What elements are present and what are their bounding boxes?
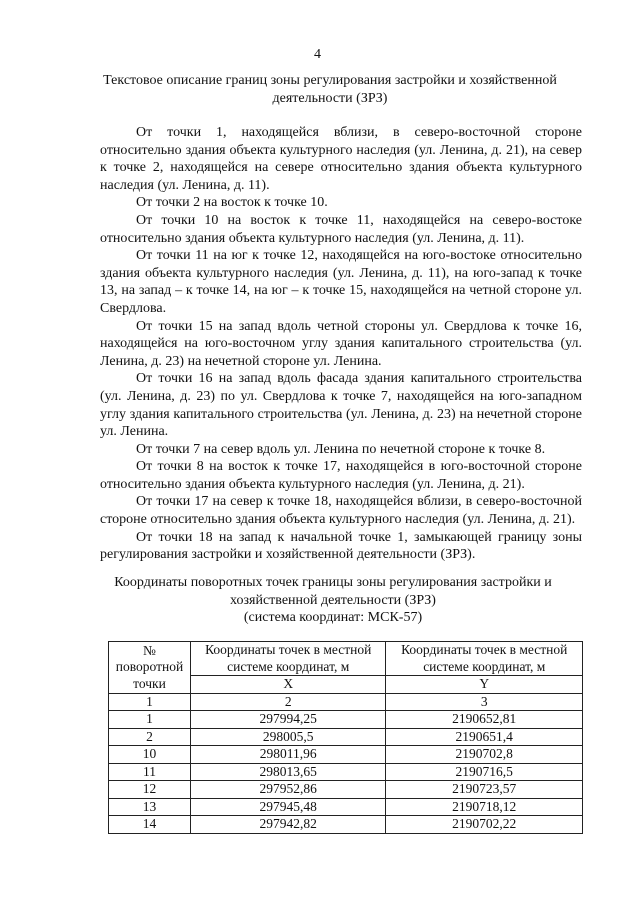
- point-number: 2: [109, 728, 191, 746]
- header-x-axis: X: [190, 676, 386, 694]
- point-x: 297952,86: [190, 781, 386, 799]
- point-number: 12: [109, 781, 191, 799]
- point-y: 2190716,5: [386, 763, 583, 781]
- page-title: Текстовое описание границ зоны регулирования застройки и хозяйственной деятельности (ЗРЗ): [103, 73, 557, 106]
- header-y-axis: Y: [386, 676, 583, 694]
- table-row: [109, 711, 583, 729]
- table-row: [109, 816, 583, 834]
- table-row: [109, 781, 583, 799]
- point-x: 298005,5: [190, 728, 386, 746]
- paragraph: От точки 2 на восток к точке 10.: [136, 195, 328, 211]
- point-number: 10: [109, 746, 191, 764]
- point-number: 14: [109, 816, 191, 834]
- header-point-number: № поворотной точки: [109, 642, 191, 694]
- point-y: 2190723,57: [386, 781, 583, 799]
- paragraph: От точки 11 на юг к точке 12, находящейся на юго-востоке относительно здания объекта культурного наследия (ул. Ленина, д. 11), на юго-запад к точке 13, на запад – к точке 14, на юг – к точке 15, находящейся на четной стороне ул. Свердлова.: [100, 248, 582, 316]
- header-y: Координаты точек в местной системе координат, м: [386, 642, 583, 676]
- table-column-number-row: [109, 693, 583, 711]
- table-header-row: [109, 642, 583, 676]
- table-title: [95, 574, 571, 627]
- point-x: 297945,48: [190, 798, 386, 816]
- paragraph: От точки 8 на восток к точке 17, находящейся в юго-восточной стороне относительно здания объекта культурного наследия (ул. Ленина, д. 21).: [100, 459, 582, 492]
- column-number: 1: [109, 693, 191, 711]
- column-number: 3: [386, 693, 583, 711]
- paragraph: От точки 7 на север вдоль ул. Ленина по нечетной стороне к точке 8.: [136, 441, 546, 457]
- point-y: 2190651,4: [386, 728, 583, 746]
- table-title-system: (система координат: МСК-57): [243, 610, 423, 625]
- header-x: Координаты точек в местной системе координат, м: [190, 642, 386, 676]
- point-x: 298011,96: [190, 746, 386, 764]
- paragraph: От точки 10 на восток к точке 11, находящейся на северо-востоке относительно здания объекта культурного наследия (ул. Ленина, д. 11).: [100, 212, 582, 246]
- table-title-main: Координаты поворотных точек границы зоны регулирования застройки и хозяйственной деятельности (ЗРЗ): [114, 575, 552, 608]
- table-row: [109, 728, 583, 746]
- table-row: [109, 746, 583, 764]
- point-number: 13: [109, 798, 191, 816]
- paragraph: От точки 17 на север к точке 18, находящейся вблизи, в северо-восточной стороне относительно здания объекта культурного наследия (ул. Ленина, д. 21).: [100, 494, 582, 528]
- point-x: 297994,25: [190, 711, 386, 729]
- table-row: [109, 798, 583, 816]
- point-y: 2190702,22: [386, 816, 583, 834]
- point-number: 1: [109, 711, 191, 729]
- point-x: 297942,82: [190, 816, 386, 834]
- paragraph: От точки 16 на запад вдоль фасада здания капитального строительства (ул. Ленина, д. 23) по ул. Свердлова к точке 7, находящейся на юго-западном углу здания капитального строительства (ул. Ленина, д. 23) на нечетной стороне ул. Ленина.: [100, 371, 582, 440]
- point-y: 2190702,8: [386, 746, 583, 764]
- point-y: 2190718,12: [386, 798, 583, 816]
- column-number: 2: [190, 693, 386, 711]
- paragraph: От точки 18 на запад к начальной точке 1, замыкающей границу зоны регулирования застройки и хозяйственной деятельности (ЗРЗ).: [100, 529, 582, 563]
- coordinates-table: [108, 641, 583, 834]
- point-y: 2190652,81: [386, 711, 583, 729]
- point-x: 298013,65: [190, 763, 386, 781]
- paragraph: От точки 1, находящейся вблизи, в северо-восточной стороне относительно здания объекта культурного наследия (ул. Ленина, д. 21), на север к точке 2, находящейся на севере относительно здания объекта культурного наследия (ул. Ленина, д. 11).: [100, 125, 582, 193]
- page-number: 4: [314, 47, 321, 62]
- point-number: 11: [109, 763, 191, 781]
- paragraph: От точки 15 на запад вдоль четной стороны ул. Свердлова к точке 16, находящейся на юго-восточном углу здания капитального строительства (ул. Ленина, д. 23) на нечетной стороне ул. Ленина.: [100, 318, 582, 369]
- table-row: [109, 763, 583, 781]
- boundary-description: [100, 124, 582, 564]
